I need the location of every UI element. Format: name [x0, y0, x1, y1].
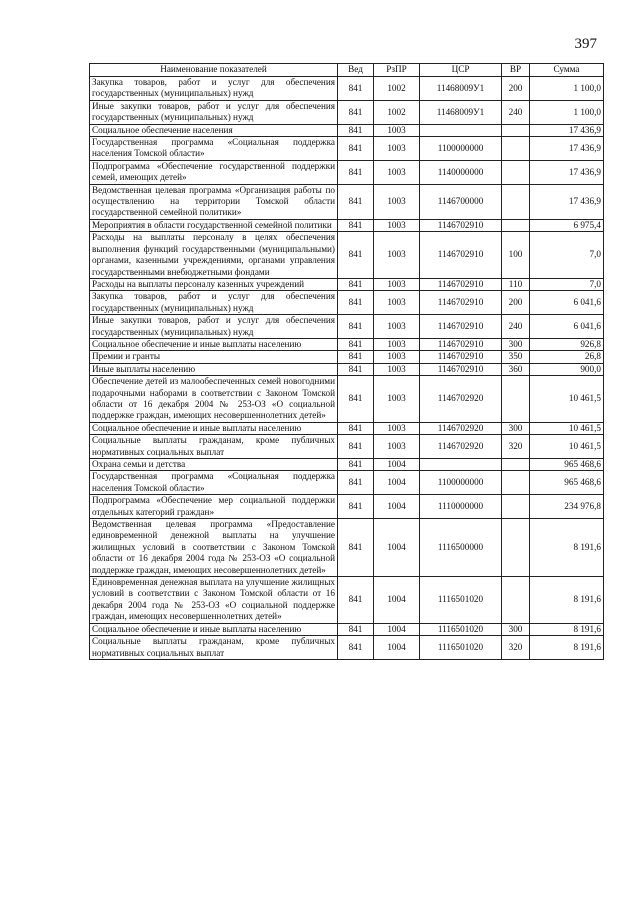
table-row	[90, 623, 604, 635]
row-name-cell: Социальное обеспечение населения	[90, 124, 338, 136]
row-csr-cell: 11468009У1	[420, 100, 502, 124]
row-sum-cell: 10 461,5	[530, 435, 604, 459]
row-ved-cell: 841	[338, 232, 374, 279]
row-ved-cell: 841	[338, 519, 374, 577]
row-ved-cell: 841	[338, 351, 374, 363]
row-name-cell: Социальные выплаты гражданам, кроме публичных нормативных социальных выплат	[90, 636, 338, 660]
row-sum-cell: 10 461,5	[530, 376, 604, 423]
row-name-cell: Подпрограмма «Обеспечение мер социальной поддержки отдельных категорий граждан»	[90, 495, 338, 519]
row-ved-cell: 841	[338, 471, 374, 495]
row-csr-cell: 1146702920	[420, 422, 502, 434]
row-csr-cell	[420, 459, 502, 471]
row-name-cell: Единовременная денежная выплата на улучшение жилищных условий в соответствии с Законом Томской области от 16 декабря 2004 года № 253-ОЗ «О социальной поддержке граждан, имеющих несовершеннолетних детей»	[90, 577, 338, 624]
row-ved-cell: 841	[338, 636, 374, 660]
table-row	[90, 77, 604, 101]
budget-table	[89, 63, 604, 660]
table-row	[90, 577, 604, 624]
row-ved-cell: 841	[338, 363, 374, 375]
row-sum-cell: 926,8	[530, 338, 604, 350]
row-sum-cell: 6 041,6	[530, 315, 604, 339]
row-name-cell: Премии и гранты	[90, 351, 338, 363]
table-row	[90, 435, 604, 459]
table-row	[90, 278, 604, 290]
row-name-cell: Ведомственная целевая программа «Предоставление единовременной денежной выплаты на улучшение жилищных условий в соответствии с Законом Томской области от 16 декабря 2004 года № 253-ОЗ «О социальной поддержке граждан, имеющих несовершеннолетних детей»	[90, 519, 338, 577]
row-vr-cell	[502, 471, 530, 495]
row-csr-cell: 1146702910	[420, 232, 502, 279]
row-sum-cell: 8 191,6	[530, 623, 604, 635]
table-row	[90, 376, 604, 423]
row-vr-cell	[502, 519, 530, 577]
table-row	[90, 495, 604, 519]
row-ved-cell: 841	[338, 459, 374, 471]
table-row	[90, 315, 604, 339]
row-rzpr-cell: 1003	[374, 160, 420, 184]
row-csr-cell: 11468009У1	[420, 77, 502, 101]
row-csr-cell: 1140000000	[420, 160, 502, 184]
table-header-row	[90, 64, 604, 77]
row-vr-cell	[502, 459, 530, 471]
table-row	[90, 422, 604, 434]
row-rzpr-cell: 1004	[374, 519, 420, 577]
row-rzpr-cell: 1002	[374, 77, 420, 101]
row-vr-cell	[502, 124, 530, 136]
row-ved-cell: 841	[338, 137, 374, 161]
row-csr-cell: 1146702910	[420, 363, 502, 375]
row-name-cell: Социальное обеспечение и иные выплаты населению	[90, 422, 338, 434]
row-rzpr-cell: 1004	[374, 495, 420, 519]
row-sum-cell: 10 461,5	[530, 422, 604, 434]
row-sum-cell: 234 976,8	[530, 495, 604, 519]
table-body	[90, 77, 604, 660]
row-vr-cell: 240	[502, 100, 530, 124]
header-csr: ЦСР	[420, 64, 502, 77]
row-sum-cell: 7,0	[530, 278, 604, 290]
row-csr-cell: 1116501020	[420, 623, 502, 635]
row-name-cell: Ведомственная целевая программа «Организация работы по осуществлению на территории Томской области государственной семейной политики»	[90, 184, 338, 219]
row-rzpr-cell: 1003	[374, 315, 420, 339]
row-vr-cell: 320	[502, 636, 530, 660]
row-ved-cell: 841	[338, 376, 374, 423]
row-csr-cell: 1146702910	[420, 291, 502, 315]
row-csr-cell: 1100000000	[420, 471, 502, 495]
table-row	[90, 137, 604, 161]
row-ved-cell: 841	[338, 422, 374, 434]
row-vr-cell: 100	[502, 232, 530, 279]
header-sum: Сумма	[530, 64, 604, 77]
row-csr-cell: 1110000000	[420, 495, 502, 519]
row-name-cell: Подпрограмма «Обеспечение государственной поддержки семей, имеющих детей»	[90, 160, 338, 184]
table-row	[90, 459, 604, 471]
row-sum-cell: 8 191,6	[530, 577, 604, 624]
row-rzpr-cell: 1003	[374, 351, 420, 363]
table-row	[90, 219, 604, 231]
row-ved-cell: 841	[338, 338, 374, 350]
row-rzpr-cell: 1003	[374, 422, 420, 434]
row-name-cell: Закупка товаров, работ и услуг для обеспечения государственных (муниципальных) нужд	[90, 291, 338, 315]
row-rzpr-cell: 1003	[374, 435, 420, 459]
row-ved-cell: 841	[338, 435, 374, 459]
row-csr-cell: 1146702910	[420, 338, 502, 350]
row-sum-cell: 6 975,4	[530, 219, 604, 231]
row-name-cell: Иные закупки товаров, работ и услуг для обеспечения государственных (муниципальных) нужд	[90, 315, 338, 339]
row-vr-cell	[502, 137, 530, 161]
table-row	[90, 519, 604, 577]
row-vr-cell	[502, 184, 530, 219]
row-name-cell: Расходы на выплаты персоналу казенных учреждений	[90, 278, 338, 290]
table-row	[90, 124, 604, 136]
row-vr-cell: 200	[502, 77, 530, 101]
row-ved-cell: 841	[338, 77, 374, 101]
row-name-cell: Социальные выплаты гражданам, кроме публичных нормативных социальных выплат	[90, 435, 338, 459]
row-ved-cell: 841	[338, 160, 374, 184]
row-sum-cell: 965 468,6	[530, 471, 604, 495]
row-sum-cell: 8 191,6	[530, 519, 604, 577]
row-csr-cell: 1116500000	[420, 519, 502, 577]
row-ved-cell: 841	[338, 623, 374, 635]
row-rzpr-cell: 1003	[374, 338, 420, 350]
row-name-cell: Социальное обеспечение и иные выплаты населению	[90, 338, 338, 350]
table-row	[90, 232, 604, 279]
header-rzpr: РзПР	[374, 64, 420, 77]
table-row	[90, 636, 604, 660]
row-vr-cell: 300	[502, 422, 530, 434]
row-vr-cell: 300	[502, 623, 530, 635]
row-sum-cell: 17 436,9	[530, 124, 604, 136]
header-name: Наименование показателей	[90, 64, 338, 77]
table-row	[90, 184, 604, 219]
row-sum-cell: 1 100,0	[530, 77, 604, 101]
row-ved-cell: 841	[338, 184, 374, 219]
row-sum-cell: 17 436,9	[530, 184, 604, 219]
row-rzpr-cell: 1003	[374, 124, 420, 136]
row-name-cell: Государственная программа «Социальная поддержка населения Томской области»	[90, 471, 338, 495]
row-name-cell: Закупка товаров, работ и услуг для обеспечения государственных (муниципальных) нужд	[90, 77, 338, 101]
row-vr-cell	[502, 160, 530, 184]
row-csr-cell: 1146702910	[420, 219, 502, 231]
row-rzpr-cell: 1004	[374, 623, 420, 635]
row-rzpr-cell: 1004	[374, 459, 420, 471]
row-rzpr-cell: 1004	[374, 471, 420, 495]
row-rzpr-cell: 1004	[374, 577, 420, 624]
row-vr-cell: 240	[502, 315, 530, 339]
row-ved-cell: 841	[338, 315, 374, 339]
row-sum-cell: 6 041,6	[530, 291, 604, 315]
header-ved: Вед	[338, 64, 374, 77]
table-row	[90, 363, 604, 375]
row-rzpr-cell: 1004	[374, 636, 420, 660]
row-rzpr-cell: 1003	[374, 291, 420, 315]
row-name-cell: Охрана семьи и детства	[90, 459, 338, 471]
row-vr-cell	[502, 577, 530, 624]
row-vr-cell: 200	[502, 291, 530, 315]
row-name-cell: Государственная программа «Социальная поддержка населения Томской области»	[90, 137, 338, 161]
row-name-cell: Иные закупки товаров, работ и услуг для обеспечения государственных (муниципальных) нужд	[90, 100, 338, 124]
row-csr-cell: 1100000000	[420, 137, 502, 161]
table-row	[90, 160, 604, 184]
row-rzpr-cell: 1002	[374, 100, 420, 124]
row-vr-cell: 110	[502, 278, 530, 290]
row-rzpr-cell: 1003	[374, 184, 420, 219]
row-sum-cell: 17 436,9	[530, 160, 604, 184]
row-vr-cell: 350	[502, 351, 530, 363]
page-number: 397	[574, 36, 597, 52]
row-rzpr-cell: 1003	[374, 363, 420, 375]
row-sum-cell: 900,0	[530, 363, 604, 375]
row-sum-cell: 1 100,0	[530, 100, 604, 124]
row-name-cell: Обеспечение детей из малообеспеченных семей новогодними подарочными наборами в соответствии с Законом Томской области от 16 декабря 2004 № 253-ОЗ «О социальной поддержке граждан, имеющих несовершеннолетних детей»	[90, 376, 338, 423]
row-vr-cell	[502, 219, 530, 231]
row-vr-cell: 360	[502, 363, 530, 375]
row-csr-cell: 1116501020	[420, 636, 502, 660]
row-csr-cell: 1146702920	[420, 376, 502, 423]
row-sum-cell: 8 191,6	[530, 636, 604, 660]
table-row	[90, 100, 604, 124]
row-name-cell: Иные выплаты населению	[90, 363, 338, 375]
row-vr-cell	[502, 376, 530, 423]
row-ved-cell: 841	[338, 124, 374, 136]
row-csr-cell: 1146700000	[420, 184, 502, 219]
table-row	[90, 338, 604, 350]
row-csr-cell: 1116501020	[420, 577, 502, 624]
row-sum-cell: 17 436,9	[530, 137, 604, 161]
row-ved-cell: 841	[338, 495, 374, 519]
row-sum-cell: 26,8	[530, 351, 604, 363]
table-row	[90, 291, 604, 315]
row-csr-cell	[420, 124, 502, 136]
row-vr-cell: 300	[502, 338, 530, 350]
row-vr-cell	[502, 495, 530, 519]
row-ved-cell: 841	[338, 278, 374, 290]
row-ved-cell: 841	[338, 291, 374, 315]
row-sum-cell: 965 468,6	[530, 459, 604, 471]
row-name-cell: Мероприятия в области государственной семейной политики	[90, 219, 338, 231]
row-sum-cell: 7,0	[530, 232, 604, 279]
row-name-cell: Расходы на выплаты персоналу в целях обеспечения выполнения функций государственными (муниципальными) органами, казенными учреждениями, органами управления государственными внебюджетными фондами	[90, 232, 338, 279]
row-vr-cell: 320	[502, 435, 530, 459]
row-ved-cell: 841	[338, 219, 374, 231]
row-csr-cell: 1146702910	[420, 315, 502, 339]
row-rzpr-cell: 1003	[374, 232, 420, 279]
table-row	[90, 471, 604, 495]
header-vr: ВР	[502, 64, 530, 77]
row-rzpr-cell: 1003	[374, 376, 420, 423]
row-csr-cell: 1146702920	[420, 435, 502, 459]
row-ved-cell: 841	[338, 577, 374, 624]
row-rzpr-cell: 1003	[374, 278, 420, 290]
row-csr-cell: 1146702910	[420, 351, 502, 363]
row-rzpr-cell: 1003	[374, 137, 420, 161]
row-rzpr-cell: 1003	[374, 219, 420, 231]
row-name-cell: Социальное обеспечение и иные выплаты населению	[90, 623, 338, 635]
row-csr-cell: 1146702910	[420, 278, 502, 290]
table-row	[90, 351, 604, 363]
row-ved-cell: 841	[338, 100, 374, 124]
